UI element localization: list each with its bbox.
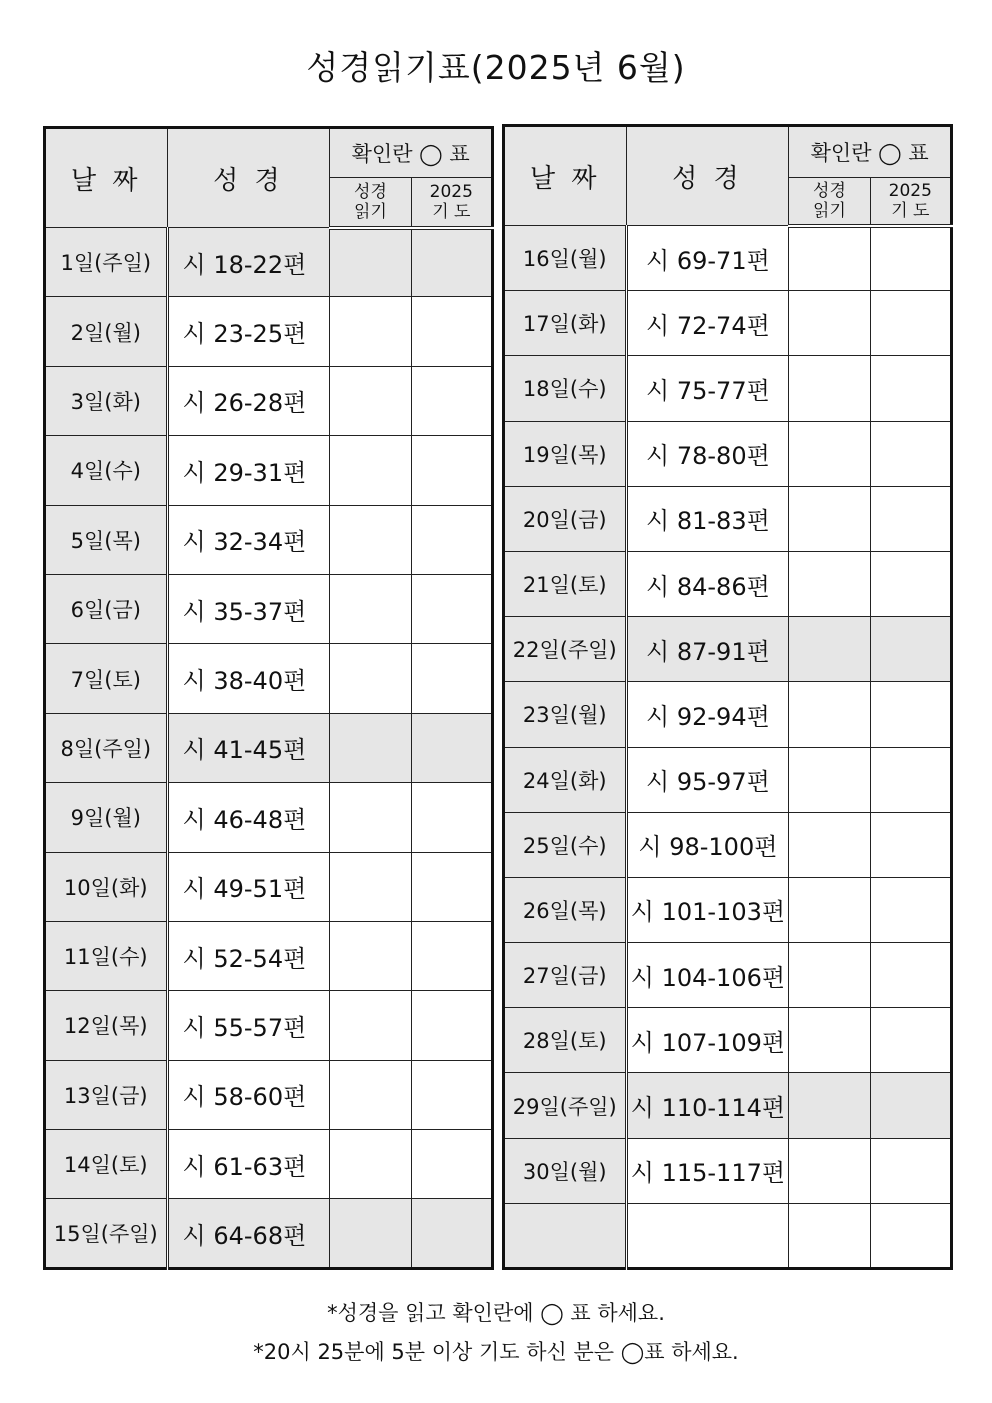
row-verse: 시 41-45편	[167, 713, 330, 782]
check-box-prayer[interactable]	[411, 297, 492, 366]
check-box-prayer[interactable]	[870, 1203, 951, 1268]
header-pray-line2: 기 도	[432, 201, 471, 222]
row-date	[504, 1203, 627, 1268]
check-box-prayer[interactable]	[870, 291, 951, 356]
check-box-reading[interactable]	[330, 436, 411, 505]
table-row	[45, 921, 493, 990]
row-verse: 시 23-25편	[167, 297, 330, 366]
table-row	[45, 783, 493, 852]
check-box-reading[interactable]	[789, 291, 870, 356]
check-box-prayer[interactable]	[870, 226, 951, 291]
row-verse: 시 18-22편	[167, 228, 330, 297]
row-verse: 시 98-100편	[626, 812, 789, 877]
row-verse: 시 26-28편	[167, 366, 330, 435]
row-date: 19일(목)	[504, 421, 627, 486]
row-verse	[626, 1203, 789, 1268]
check-box-prayer[interactable]	[870, 356, 951, 421]
header-bible: 성 경	[626, 126, 789, 226]
check-box-prayer[interactable]	[870, 486, 951, 551]
header-read-line1: 성경	[354, 181, 387, 202]
header-bible: 성 경	[167, 128, 330, 228]
row-date: 23일(월)	[504, 682, 627, 747]
table-row	[45, 505, 493, 574]
table-row	[45, 852, 493, 921]
check-box-prayer[interactable]	[411, 921, 492, 990]
table-row	[504, 551, 952, 616]
check-box-reading[interactable]	[330, 1199, 411, 1269]
row-verse: 시 115-117편	[626, 1138, 789, 1203]
row-verse: 시 46-48편	[167, 783, 330, 852]
table-row	[504, 1008, 952, 1073]
table-row	[504, 1203, 952, 1268]
check-box-reading[interactable]	[330, 228, 411, 297]
page-title: 성경읽기표(2025년 6월)	[306, 48, 686, 87]
check-box-prayer[interactable]	[870, 551, 951, 616]
table-row	[504, 356, 952, 421]
check-box-prayer[interactable]	[411, 1199, 492, 1269]
row-verse: 시 92-94편	[626, 682, 789, 747]
row-verse: 시 78-80편	[626, 421, 789, 486]
table-row	[45, 1060, 493, 1129]
check-box-prayer[interactable]	[870, 747, 951, 812]
header-bible-reading	[330, 178, 411, 228]
header-prayer	[870, 178, 951, 226]
header-prayer	[411, 178, 492, 228]
check-box-reading[interactable]	[330, 1130, 411, 1199]
row-verse: 시 58-60편	[167, 1060, 330, 1129]
check-box-reading[interactable]	[330, 574, 411, 643]
check-box-prayer[interactable]	[411, 574, 492, 643]
check-box-prayer[interactable]	[870, 617, 951, 682]
row-verse: 시 87-91편	[626, 617, 789, 682]
check-box-prayer[interactable]	[870, 943, 951, 1008]
row-verse: 시 61-63편	[167, 1130, 330, 1199]
header-date: 날 짜	[45, 128, 168, 228]
check-box-prayer[interactable]	[870, 421, 951, 486]
table-row	[504, 1138, 952, 1203]
table-row	[45, 1130, 493, 1199]
check-box-prayer[interactable]	[411, 366, 492, 435]
check-box-prayer[interactable]	[870, 1138, 951, 1203]
header-bible-reading	[789, 178, 870, 226]
check-box-reading[interactable]	[789, 1138, 870, 1203]
row-date: 7일(토)	[45, 644, 168, 713]
check-box-prayer[interactable]	[411, 991, 492, 1060]
table-row	[504, 1073, 952, 1138]
row-date: 30일(월)	[504, 1138, 627, 1203]
row-date: 20일(금)	[504, 486, 627, 551]
table-row	[504, 877, 952, 942]
note-reading: *성경을 읽고 확인란에 ◯ 표 하세요.	[327, 1301, 665, 1325]
header-read-line2: 읽기	[813, 200, 846, 221]
header-read-line1: 성경	[813, 180, 846, 201]
check-box-reading[interactable]	[330, 644, 411, 713]
table-row	[45, 228, 493, 297]
row-verse: 시 52-54편	[167, 921, 330, 990]
row-date: 2일(월)	[45, 297, 168, 366]
table-row	[45, 991, 493, 1060]
check-box-reading[interactable]	[330, 297, 411, 366]
row-verse: 시 81-83편	[626, 486, 789, 551]
table-row	[504, 812, 952, 877]
table-row	[504, 226, 952, 291]
row-date: 22일(주일)	[504, 617, 627, 682]
row-date: 27일(금)	[504, 943, 627, 1008]
check-box-reading[interactable]	[330, 1060, 411, 1129]
table-row	[504, 943, 952, 1008]
row-verse: 시 107-109편	[626, 1008, 789, 1073]
check-box-prayer[interactable]	[411, 783, 492, 852]
row-date: 18일(수)	[504, 356, 627, 421]
row-date: 14일(토)	[45, 1130, 168, 1199]
check-box-reading[interactable]	[330, 991, 411, 1060]
check-box-reading[interactable]	[789, 1203, 870, 1268]
check-box-prayer[interactable]	[411, 436, 492, 505]
table-row	[45, 1199, 493, 1269]
row-verse: 시 72-74편	[626, 291, 789, 356]
row-verse: 시 69-71편	[626, 226, 789, 291]
row-date: 11일(수)	[45, 921, 168, 990]
row-verse: 시 84-86편	[626, 551, 789, 616]
check-box-reading[interactable]	[330, 713, 411, 782]
check-box-prayer[interactable]	[870, 1008, 951, 1073]
row-date: 10일(화)	[45, 852, 168, 921]
check-box-prayer[interactable]	[870, 682, 951, 747]
table-row	[45, 644, 493, 713]
check-box-prayer[interactable]	[870, 812, 951, 877]
row-verse: 시 95-97편	[626, 747, 789, 812]
header-pray-line2: 기 도	[891, 200, 930, 221]
table-row	[504, 291, 952, 356]
check-box-reading[interactable]	[789, 682, 870, 747]
row-date: 13일(금)	[45, 1060, 168, 1129]
table-row	[504, 747, 952, 812]
check-box-prayer[interactable]	[411, 505, 492, 574]
row-verse: 시 38-40편	[167, 644, 330, 713]
check-box-reading[interactable]	[789, 877, 870, 942]
check-box-reading[interactable]	[789, 1073, 870, 1138]
check-box-prayer[interactable]	[411, 713, 492, 782]
row-verse: 시 64-68편	[167, 1199, 330, 1269]
header-check: 확인란 ◯ 표	[789, 126, 952, 178]
table-row	[45, 297, 493, 366]
row-date: 6일(금)	[45, 574, 168, 643]
row-date: 15일(주일)	[45, 1199, 168, 1269]
row-date: 25일(수)	[504, 812, 627, 877]
table-row	[45, 574, 493, 643]
row-date: 16일(월)	[504, 226, 627, 291]
header-read-line2: 읽기	[354, 201, 387, 222]
row-date: 9일(월)	[45, 783, 168, 852]
row-verse: 시 101-103편	[626, 877, 789, 942]
row-verse: 시 110-114편	[626, 1073, 789, 1138]
reading-table-right	[502, 124, 953, 1270]
table-row	[45, 366, 493, 435]
table-row	[45, 436, 493, 505]
row-verse: 시 35-37편	[167, 574, 330, 643]
row-date: 8일(주일)	[45, 713, 168, 782]
check-box-prayer[interactable]	[870, 877, 951, 942]
row-date: 4일(수)	[45, 436, 168, 505]
check-box-reading[interactable]	[330, 505, 411, 574]
note-prayer: *20시 25분에 5분 이상 기도 하신 분은 ◯표 하세요.	[253, 1340, 739, 1364]
check-box-reading[interactable]	[789, 747, 870, 812]
row-date: 24일(화)	[504, 747, 627, 812]
check-box-reading[interactable]	[330, 852, 411, 921]
check-box-reading[interactable]	[789, 356, 870, 421]
row-date: 5일(목)	[45, 505, 168, 574]
table-row	[45, 713, 493, 782]
header-pray-line1: 2025	[888, 180, 932, 201]
row-date: 28일(토)	[504, 1008, 627, 1073]
check-box-reading[interactable]	[789, 812, 870, 877]
row-date: 29일(주일)	[504, 1073, 627, 1138]
row-date: 3일(화)	[45, 366, 168, 435]
check-box-reading[interactable]	[789, 1008, 870, 1073]
check-box-reading[interactable]	[330, 921, 411, 990]
check-box-prayer[interactable]	[411, 852, 492, 921]
check-box-reading[interactable]	[789, 226, 870, 291]
check-box-reading[interactable]	[789, 551, 870, 616]
check-box-prayer[interactable]	[411, 228, 492, 297]
table-row	[504, 682, 952, 747]
check-box-reading[interactable]	[789, 421, 870, 486]
check-box-reading[interactable]	[789, 943, 870, 1008]
table-row	[504, 421, 952, 486]
row-verse: 시 75-77편	[626, 356, 789, 421]
check-box-reading[interactable]	[330, 783, 411, 852]
check-box-prayer[interactable]	[411, 1060, 492, 1129]
header-check: 확인란 ◯ 표	[330, 128, 493, 178]
header-date: 날 짜	[504, 126, 627, 226]
row-verse: 시 49-51편	[167, 852, 330, 921]
check-box-reading[interactable]	[789, 617, 870, 682]
row-verse: 시 55-57편	[167, 991, 330, 1060]
row-date: 12일(목)	[45, 991, 168, 1060]
row-date: 1일(주일)	[45, 228, 168, 297]
table-row	[504, 617, 952, 682]
table-row	[504, 486, 952, 551]
row-verse: 시 32-34편	[167, 505, 330, 574]
check-box-reading[interactable]	[789, 486, 870, 551]
check-box-prayer[interactable]	[411, 644, 492, 713]
reading-table-left	[43, 126, 494, 1270]
row-date: 21일(토)	[504, 551, 627, 616]
check-box-prayer[interactable]	[411, 1130, 492, 1199]
row-verse: 시 104-106편	[626, 943, 789, 1008]
header-pray-line1: 2025	[429, 181, 473, 202]
check-box-prayer[interactable]	[870, 1073, 951, 1138]
row-verse: 시 29-31편	[167, 436, 330, 505]
check-box-reading[interactable]	[330, 366, 411, 435]
row-date: 26일(목)	[504, 877, 627, 942]
row-date: 17일(화)	[504, 291, 627, 356]
